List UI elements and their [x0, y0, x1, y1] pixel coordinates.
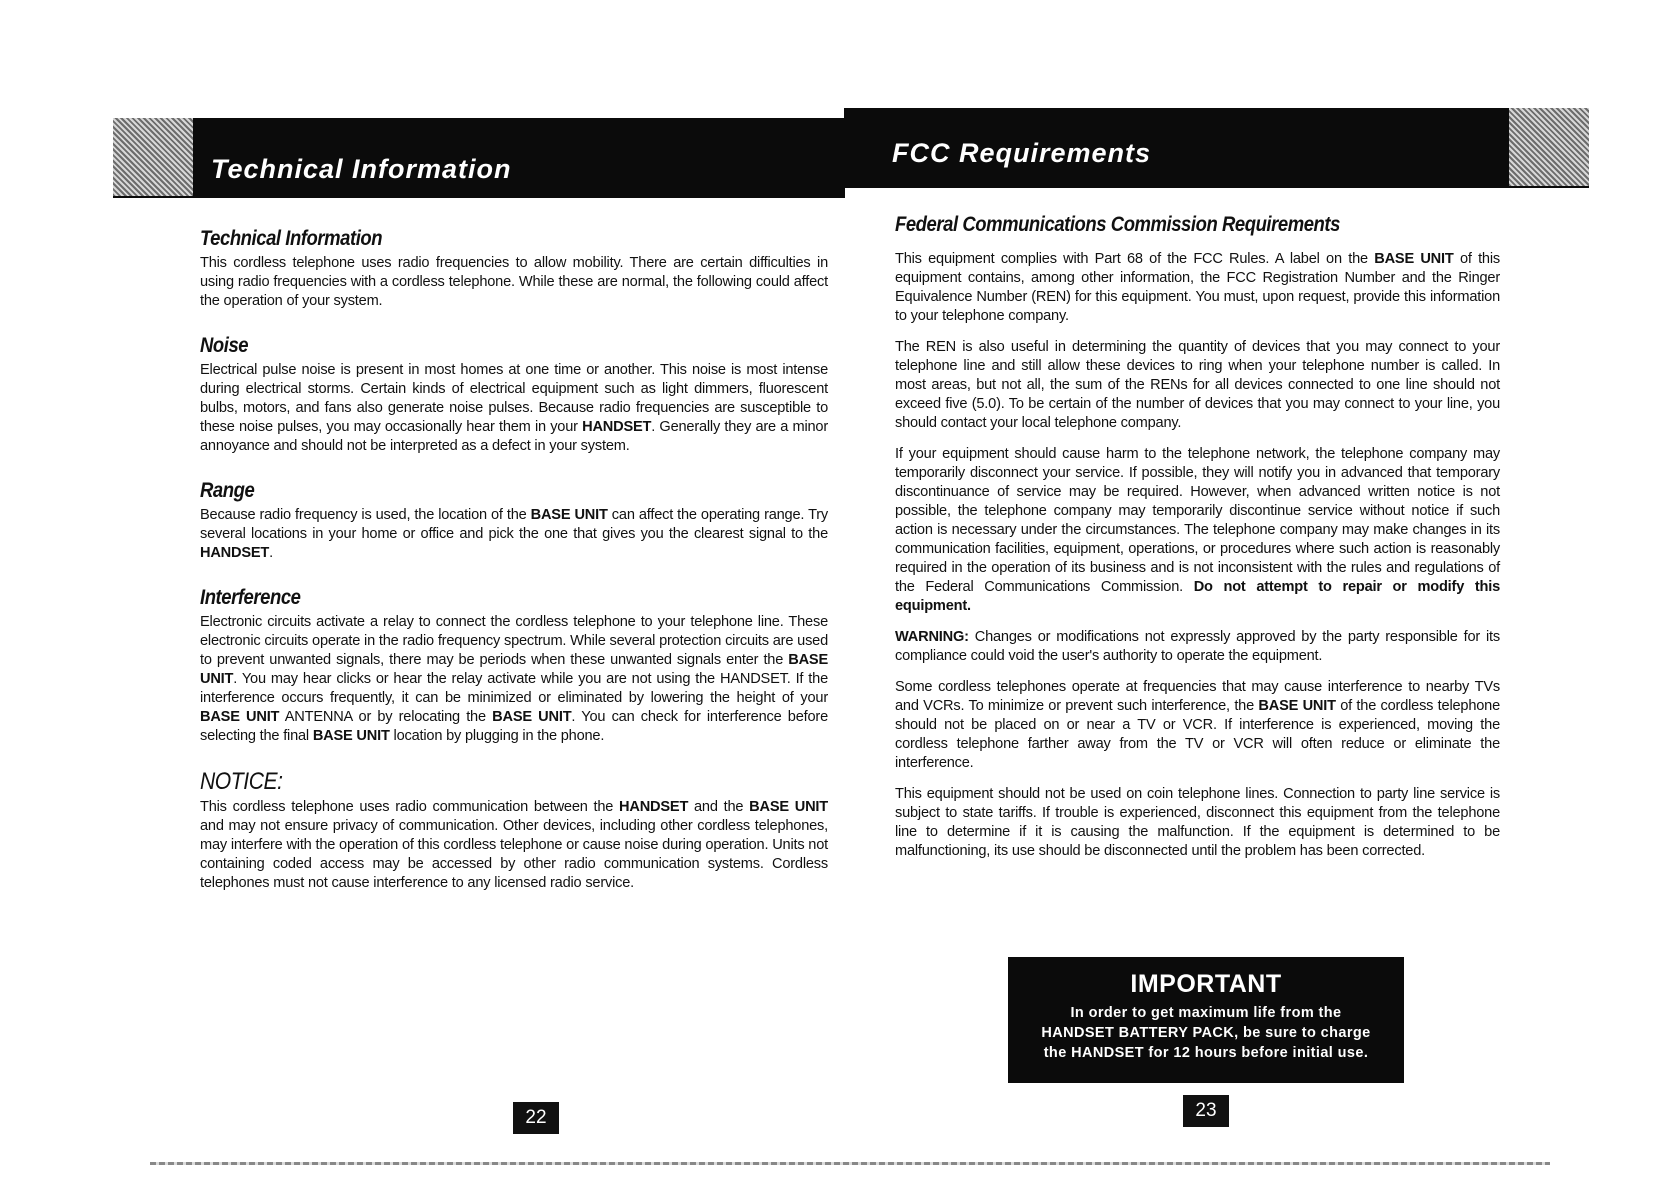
fcc-paragraph — [895, 338, 1500, 433]
halftone-texture-decoration — [1509, 108, 1589, 186]
bold-text-segment: HANDSET — [582, 419, 652, 435]
text-segment: and may not ensure privacy of communication. Other devices, including other cordless telephones, may interfere with the operation of this cordless telephone or cause noise during operation. Units not containing coded access may be accessed by other radio communication systems. Cordless telephones must not cause interference to any licensed radio service. — [200, 818, 828, 891]
section-paragraph — [200, 254, 828, 311]
fcc-paragraph — [895, 785, 1500, 861]
bold-text-segment: WARNING: — [895, 629, 969, 645]
bold-text-segment: HANDSET — [200, 545, 270, 561]
left-page-header-bar — [113, 118, 845, 198]
section-paragraph — [200, 361, 828, 456]
bold-text-segment: BASE UNIT — [530, 507, 608, 523]
text-segment: Changes or modifications not expressly approved by the party responsible for its compliance could void the user's authority to operate the equipment. — [895, 629, 1500, 664]
halftone-texture-decoration — [113, 118, 193, 196]
section-paragraph — [200, 613, 828, 746]
section-heading-technical-information: Technical Information — [200, 227, 383, 250]
page-number-left: 22 — [513, 1102, 559, 1134]
text-segment: can affect the operating range. Try several locations in your home or office and pick the one that gives you the clearest signal to the — [200, 507, 828, 542]
text-segment: This equipment complies with Part 68 of the FCC Rules. A label on the — [895, 251, 1375, 267]
important-line: the HANDSET for 12 hours before initial use. — [1043, 1045, 1369, 1061]
text-segment: . You may hear clicks or hear the relay activate while you are not using the HANDSET. If the interference occurs frequently, it can be minimized or eliminated by lowering the height of your — [200, 671, 828, 706]
fcc-paragraph — [895, 445, 1500, 616]
text-segment: This cordless telephone uses radio frequencies to allow mobility. There are certain difficulties in using radio frequencies with a cordless telephone. While these are normal, the following could affect the operation of your system. — [200, 255, 828, 309]
text-segment: Electrical pulse noise is present in most homes at one time or another. This noise is most intense during electrical storms. Certain kinds of electrical equipment such as light dimmers, fluorescent bulbs, motors, and fans also generate noise pulses. Because radio frequencies are susceptible to these noise pulses, you may occasionally hear them in your — [200, 362, 828, 435]
fcc-heading: Federal Communications Commission Requirements — [895, 213, 1340, 236]
text-segment: ANTENNA or by relocating the — [279, 709, 493, 725]
right-page-header-bar — [844, 108, 1589, 188]
bold-text-segment: BASE UNIT — [200, 709, 280, 725]
section-heading-noise: Noise — [200, 334, 249, 357]
bold-text-segment: BASE UNIT — [200, 652, 828, 687]
bold-text-segment: BASE UNIT — [492, 709, 572, 725]
right-page-header-title: FCC Requirements — [892, 138, 1152, 168]
left-page-header-title: Technical Information — [211, 154, 512, 184]
text-segment: . You can check for interference before selecting the final — [200, 709, 828, 744]
text-segment: If your equipment should cause harm to the telephone network, the telephone company may temporarily disconnect your service. If possible, they will notify you in advanced that temporary discontinuance of service may be required. However, when advanced written notice is not possible, the telephone company may temporarily discontinue service without notice if such action is necessary under the circumstances. The telephone company may make changes in its communication facilities, equipment, operations, or procedures where such action is reasonably required in the operation of its business and is not inconsistent with the rules and regulations of the Federal Communications Commission. — [895, 446, 1500, 595]
bold-text-segment: Do not attempt to repair or modify this equipment. — [895, 579, 1500, 614]
warning-paragraph — [895, 628, 1500, 666]
text-segment: of this equipment contains, among other information, the FCC Registration Number and the Ringer Equivalence Number (REN) for this equipment. You must, upon request, provide this information to your telephone company. — [895, 251, 1500, 324]
fcc-paragraph — [895, 250, 1500, 326]
text-segment: location by plugging in the phone. — [389, 728, 605, 744]
bold-text-segment: BASE UNIT — [1258, 698, 1336, 714]
bold-text-segment: BASE UNIT — [749, 799, 828, 815]
important-title: IMPORTANT — [1130, 970, 1282, 998]
fcc-paragraph — [895, 678, 1500, 773]
section-paragraph — [200, 798, 828, 893]
important-line: In order to get maximum life from the — [1070, 1005, 1342, 1021]
left-page-content — [200, 226, 828, 893]
text-segment: This equipment should not be used on coin telephone lines. Connection to party line service is subject to state tariffs. If trouble is experienced, disconnect this equipment from the telephone line to determine if it is causing the malfunction. If the equipment is determined to be malfunctioning, its use should be disconnected until the problem has been corrected. — [895, 786, 1500, 859]
text-segment: Because radio frequency is used, the location of the — [200, 507, 531, 523]
bold-text-segment: BASE UNIT — [1374, 251, 1454, 267]
text-segment: Some cordless telephones operate at frequencies that may cause interference to nearby TVs and VCRs. To minimize or prevent such interference, the — [895, 679, 1500, 714]
text-segment: . Generally they are a minor annoyance and should not be interpreted as a defect in your system. — [200, 419, 828, 454]
text-segment: This cordless telephone uses radio communication between the — [200, 799, 620, 815]
section-heading-interference: Interference — [200, 586, 301, 609]
important-notice-box — [1008, 957, 1404, 1083]
page-number-right: 23 — [1183, 1095, 1229, 1127]
important-body — [1008, 1003, 1404, 1063]
bold-text-segment: HANDSET — [619, 799, 689, 815]
section-paragraph — [200, 506, 828, 563]
text-segment: of the cordless telephone should not be placed on or near a TV or VCR. If interference is experienced, moving the cordless telephone farther away from the TV or VCR will often reduce or eliminate the interference. — [895, 698, 1500, 771]
text-segment: Electronic circuits activate a relay to connect the cordless telephone to your telephone line. These electronic circuits operate in the radio frequency spectrum. While several protection circuits are used to prevent unwanted signals, there may be periods when these unwanted signals enter the — [200, 614, 828, 668]
section-heading-range: Range — [200, 479, 255, 502]
text-segment: and the — [688, 799, 750, 815]
text-segment: . — [269, 545, 273, 561]
text-segment: The REN is also useful in determining the quantity of devices that you may connect to your telephone line and still allow these devices to ring when your telephone number is called. In most areas, but not all, the sum of the RENs for all devices connected to one line should not exceed five (5.0). To be certain of the number of devices that you may connect to your line, you should contact your local telephone company. — [895, 339, 1500, 431]
bold-text-segment: BASE UNIT — [312, 728, 390, 744]
right-page-content — [895, 212, 1500, 861]
important-line: HANDSET BATTERY PACK, be sure to charge — [1041, 1025, 1371, 1041]
section-heading-notice: NOTICE: — [200, 768, 283, 795]
scan-edge-artifact — [150, 1162, 1550, 1165]
